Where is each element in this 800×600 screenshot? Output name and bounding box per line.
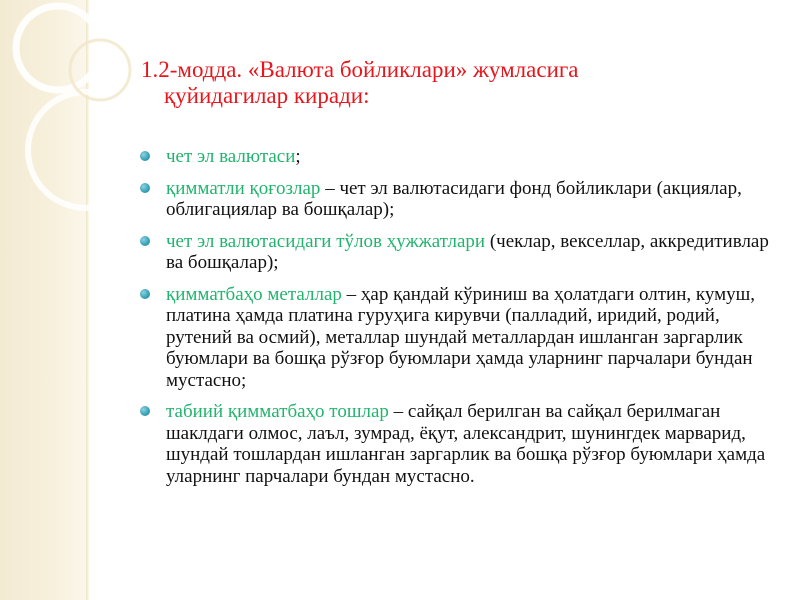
item-text: (чеклар, векселлар, аккредитивлар ва бошқалар); bbox=[166, 230, 769, 273]
item-text: – чет эл валютасидаги фонд бойликлари (акциялар, облигациялар ва бошқалар); bbox=[166, 177, 742, 220]
deco-circle-large bbox=[16, 6, 100, 90]
bullet-dot-icon bbox=[140, 289, 150, 299]
item-text: – сайқал берилган ва сайқал берилмаган шаклдаги олмос, лаъл, зумрад, ёқут, александрит, шунингдек марварид, шундай тошлардан ишланган заргарлик ва бошқа рўзғор буюмлари ҳамда уларнинг парчалари бундан мустасно. bbox=[166, 401, 766, 487]
item-text: – ҳар қандай кўриниш ва ҳолатдаги олтин, кумуш, платина ҳамда платина гуруҳига кирувчи (палладий, иридий, родий, рутений ва осмий), металлар шундай металлардан ишланган заргарлик буюмлари ва бошқа рўзғор буюмлари ҳамда уларнинг парчалари бундан мустасно; bbox=[166, 283, 755, 391]
bullet-list bbox=[140, 146, 770, 487]
list-item bbox=[140, 401, 770, 487]
list-item bbox=[140, 284, 770, 392]
item-term: чет эл валютаси bbox=[166, 146, 296, 167]
slide-title bbox=[141, 57, 741, 109]
bullet-dot-icon bbox=[140, 406, 150, 416]
list-item bbox=[140, 178, 770, 221]
list-item bbox=[140, 231, 770, 274]
bullet-dot-icon bbox=[140, 236, 150, 246]
list-item bbox=[140, 146, 770, 168]
bullet-dot-icon bbox=[140, 151, 150, 161]
item-term: чет эл валютасидаги тўлов ҳужжатлари bbox=[166, 230, 486, 252]
item-term: қимматбаҳо металлар bbox=[166, 283, 342, 305]
item-term: қимматли қоғозлар bbox=[166, 177, 321, 199]
bullet-dot-icon bbox=[140, 183, 150, 193]
item-text: ; bbox=[295, 146, 301, 167]
title-line-2: қуйидагилар киради: bbox=[164, 83, 370, 108]
title-line-1: 1.2-модда. «Валюта бойликлари» жумласига bbox=[141, 57, 579, 82]
decorative-circles bbox=[0, 0, 140, 240]
item-term: табиий қимматбаҳо тошлар bbox=[166, 401, 389, 422]
deco-circle-lower bbox=[28, 92, 140, 208]
